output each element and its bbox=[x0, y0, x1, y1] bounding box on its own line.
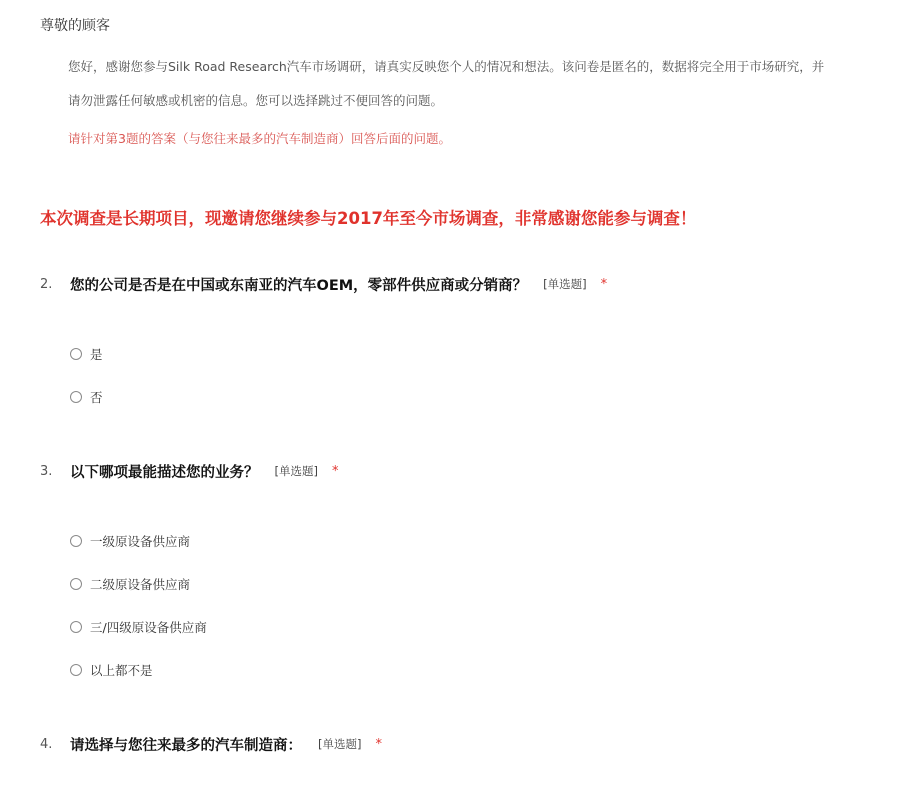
option-tier2-supplier[interactable] bbox=[70, 574, 190, 594]
greeting: 尊敬的顾客 bbox=[40, 18, 110, 34]
question-type-tag: [单选题] bbox=[274, 464, 318, 478]
option-no[interactable] bbox=[70, 387, 103, 407]
survey-banner: 本次调查是长期项目，现邀请您继续参与2017年至今市场调查，非常感谢您能参与调查！ bbox=[40, 209, 697, 228]
question-number: 3. bbox=[40, 463, 53, 479]
option-tier3-4-supplier[interactable] bbox=[70, 617, 207, 637]
option-label: 二级原设备供应商 bbox=[90, 577, 191, 592]
option-none-of-above[interactable] bbox=[70, 660, 153, 680]
question-title: 以下哪项最能描述您的业务？ bbox=[70, 464, 259, 481]
radio-button[interactable] bbox=[70, 664, 82, 676]
question-number: 2. bbox=[40, 276, 53, 292]
question-type-tag: [单选题] bbox=[318, 737, 362, 751]
option-label: 一级原设备供应商 bbox=[90, 534, 191, 549]
question-3-header bbox=[40, 459, 338, 483]
option-label: 是 bbox=[90, 347, 103, 362]
radio-button[interactable] bbox=[70, 348, 82, 360]
question-title: 请选择与您往来最多的汽车制造商： bbox=[70, 737, 302, 754]
option-yes[interactable] bbox=[70, 344, 103, 364]
intro-text-line-1: 您好，感谢您参与Silk Road Research汽车市场调研，请真实反映您个人的情况和想法。该问卷是匿名的，数据将完全用于市场研究，并 bbox=[68, 59, 825, 74]
question-number: 4. bbox=[40, 736, 53, 752]
question-type-tag: [单选题] bbox=[543, 277, 587, 291]
question-4-header bbox=[40, 732, 382, 756]
required-asterisk: * bbox=[331, 463, 339, 479]
option-tier1-supplier[interactable] bbox=[70, 531, 190, 551]
radio-button[interactable] bbox=[70, 621, 82, 633]
radio-button[interactable] bbox=[70, 578, 82, 590]
option-label: 三/四级原设备供应商 bbox=[90, 620, 207, 635]
option-label: 否 bbox=[90, 390, 103, 405]
required-asterisk: * bbox=[375, 736, 382, 752]
intro-note: 请针对第3题的答案（与您往来最多的汽车制造商）回答后面的问题。 bbox=[68, 131, 451, 146]
option-label: 以上都不是 bbox=[90, 663, 153, 678]
question-title: 您的公司是否是在中国或东南亚的汽车OEM，零部件供应商或分销商？ bbox=[70, 277, 528, 294]
question-2-header bbox=[40, 272, 607, 296]
radio-button[interactable] bbox=[70, 535, 82, 547]
required-asterisk: * bbox=[600, 276, 608, 292]
intro-text-line-2: 请勿泄露任何敏感或机密的信息。您可以选择跳过不便回答的问题。 bbox=[68, 93, 444, 108]
radio-button[interactable] bbox=[70, 391, 82, 403]
